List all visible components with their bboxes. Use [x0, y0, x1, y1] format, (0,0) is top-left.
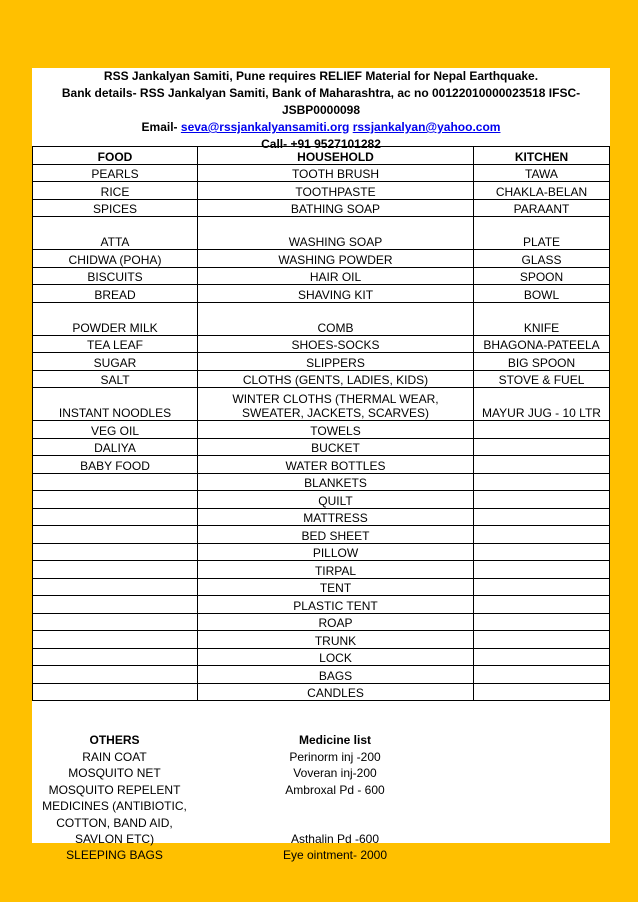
others-column — [32, 732, 197, 864]
email-link-yahoo[interactable]: rssjankalyan@yahoo.com — [352, 120, 501, 134]
household-cell: MATTRESS — [198, 508, 474, 526]
table-row — [33, 543, 610, 561]
kitchen-cell: SPOON — [474, 267, 610, 285]
medicine-item: Perinorm inj -200 — [289, 749, 381, 764]
food-cell — [33, 473, 198, 491]
food-cell — [33, 543, 198, 561]
email-line — [32, 119, 610, 136]
document-header — [32, 68, 610, 153]
others-item: MOSQUITO REPELENT — [48, 782, 181, 797]
table-header-row — [33, 147, 610, 165]
household-cell: SHAVING KIT — [198, 285, 474, 303]
household-cell: BUCKET — [198, 438, 474, 456]
table-row — [33, 491, 610, 509]
table-row — [33, 526, 610, 544]
food-cell: ATTA — [33, 217, 198, 250]
household-cell: WATER BOTTLES — [198, 456, 474, 474]
column-header: KITCHEN — [474, 147, 610, 165]
kitchen-cell: KNIFE — [474, 302, 610, 335]
table-row — [33, 631, 610, 649]
kitchen-cell — [474, 508, 610, 526]
kitchen-cell: PLATE — [474, 217, 610, 250]
household-cell: BATHING SOAP — [198, 199, 474, 217]
household-cell: CLOTHS (GENTS, LADIES, KIDS) — [198, 370, 474, 388]
food-cell: CHIDWA (POHA) — [33, 250, 198, 268]
kitchen-cell: BOWL — [474, 285, 610, 303]
kitchen-cell: MAYUR JUG - 10 LTR — [474, 388, 610, 421]
table-row — [33, 508, 610, 526]
table-row — [33, 561, 610, 579]
household-cell: SHOES-SOCKS — [198, 335, 474, 353]
others-item: MEDICINES (ANTIBIOTIC, COTTON, BAND AID, SAVLON ETC) — [42, 799, 187, 846]
food-cell: SALT — [33, 370, 198, 388]
call-line: Call- +91 9527101282 — [261, 137, 381, 151]
others-item: RAIN COAT — [82, 749, 147, 764]
food-cell — [33, 491, 198, 509]
household-cell: LOCK — [198, 648, 474, 666]
table-row — [33, 578, 610, 596]
medicine-title: Medicine list — [298, 733, 372, 747]
kitchen-cell — [474, 666, 610, 684]
medicine-item: Asthalin Pd -600 — [290, 831, 380, 846]
household-cell: BED SHEET — [198, 526, 474, 544]
others-item: MOSQUITO NET — [68, 766, 161, 780]
ifsc-code: JSBP0000098 — [281, 103, 361, 117]
table-row — [33, 473, 610, 491]
table-row — [33, 456, 610, 474]
table-row — [33, 666, 610, 684]
table-row — [33, 613, 610, 631]
food-cell: BISCUITS — [33, 267, 198, 285]
kitchen-cell: TAWA — [474, 164, 610, 182]
table-row — [33, 370, 610, 388]
household-cell: BLANKETS — [198, 473, 474, 491]
food-cell: TEA LEAF — [33, 335, 198, 353]
household-cell: TENT — [198, 578, 474, 596]
household-cell: ROAP — [198, 613, 474, 631]
food-cell — [33, 631, 198, 649]
kitchen-cell — [474, 491, 610, 509]
table-row — [33, 217, 610, 250]
kitchen-cell — [474, 421, 610, 439]
kitchen-cell: PARAANT — [474, 199, 610, 217]
household-cell: BAGS — [198, 666, 474, 684]
table-row — [33, 250, 610, 268]
table-row — [33, 421, 610, 439]
kitchen-cell — [474, 613, 610, 631]
table-row — [33, 335, 610, 353]
kitchen-cell — [474, 631, 610, 649]
food-cell: SUGAR — [33, 353, 198, 371]
household-cell: SLIPPERS — [198, 353, 474, 371]
kitchen-cell: BIG SPOON — [474, 353, 610, 371]
kitchen-cell — [474, 438, 610, 456]
bank-details: Bank details- RSS Jankalyan Samiti, Bank of Maharashtra, ac no 00122010000023518 IFSC- — [61, 86, 581, 100]
kitchen-cell — [474, 473, 610, 491]
food-cell: POWDER MILK — [33, 302, 198, 335]
medicine-column — [197, 732, 473, 864]
table-row — [33, 438, 610, 456]
household-cell: WINTER CLOTHS (THERMAL WEAR, SWEATER, JACKETS, SCARVES) — [198, 388, 474, 421]
table-row — [33, 683, 610, 701]
kitchen-cell: CHAKLA-BELAN — [474, 182, 610, 200]
food-cell — [33, 613, 198, 631]
table-row — [33, 302, 610, 335]
table-row — [33, 182, 610, 200]
relief-items-table — [32, 146, 610, 701]
household-cell: HAIR OIL — [198, 267, 474, 285]
household-cell: QUILT — [198, 491, 474, 509]
food-cell: INSTANT NOODLES — [33, 388, 198, 421]
household-cell: TOOTH BRUSH — [198, 164, 474, 182]
household-cell: TOWELS — [198, 421, 474, 439]
food-cell: VEG OIL — [33, 421, 198, 439]
header-title: RSS Jankalyan Samiti, Pune requires RELIEF Material for Nepal Earthquake. — [103, 69, 539, 83]
kitchen-cell: STOVE & FUEL — [474, 370, 610, 388]
household-cell: CANDLES — [198, 683, 474, 701]
kitchen-cell — [474, 648, 610, 666]
kitchen-cell — [474, 596, 610, 614]
kitchen-cell: GLASS — [474, 250, 610, 268]
food-cell: BREAD — [33, 285, 198, 303]
table-row — [33, 267, 610, 285]
kitchen-cell: BHAGONA-PATEELA — [474, 335, 610, 353]
food-cell — [33, 561, 198, 579]
kitchen-cell — [474, 683, 610, 701]
food-cell — [33, 578, 198, 596]
household-cell: WASHING POWDER — [198, 250, 474, 268]
household-cell: WASHING SOAP — [198, 217, 474, 250]
food-cell — [33, 666, 198, 684]
kitchen-cell — [474, 526, 610, 544]
food-cell: RICE — [33, 182, 198, 200]
kitchen-cell — [474, 578, 610, 596]
household-cell: TOOTHPASTE — [198, 182, 474, 200]
food-cell — [33, 683, 198, 701]
household-cell: TRUNK — [198, 631, 474, 649]
table-row — [33, 353, 610, 371]
others-item: SLEEPING BAGS — [66, 848, 163, 862]
table-row — [33, 648, 610, 666]
email-label: Email- — [141, 120, 181, 134]
medicine-item: Voveran inj-200 — [293, 766, 377, 780]
food-cell — [33, 526, 198, 544]
household-cell: COMB — [198, 302, 474, 335]
kitchen-cell — [474, 543, 610, 561]
column-header: HOUSEHOLD — [198, 147, 474, 165]
food-cell: BABY FOOD — [33, 456, 198, 474]
table-row — [33, 199, 610, 217]
household-cell: TIRPAL — [198, 561, 474, 579]
medicine-item: Eye ointment- 2000 — [282, 848, 388, 862]
food-cell — [33, 596, 198, 614]
food-cell — [33, 508, 198, 526]
table-row — [33, 596, 610, 614]
email-link-seva[interactable]: seva@rssjankalyansamiti.org — [180, 120, 350, 134]
household-cell: PILLOW — [198, 543, 474, 561]
table-row — [33, 285, 610, 303]
kitchen-cell — [474, 561, 610, 579]
household-cell: PLASTIC TENT — [198, 596, 474, 614]
others-title: OTHERS — [89, 733, 140, 747]
table-row — [33, 388, 610, 421]
food-cell: DALIYA — [33, 438, 198, 456]
medicine-item: Ambroxal Pd - 600 — [285, 782, 385, 797]
food-cell: PEARLS — [33, 164, 198, 182]
kitchen-cell — [474, 456, 610, 474]
document-sheet — [32, 68, 610, 862]
food-cell — [33, 648, 198, 666]
food-cell: SPICES — [33, 199, 198, 217]
table-row — [33, 164, 610, 182]
column-header: FOOD — [33, 147, 198, 165]
